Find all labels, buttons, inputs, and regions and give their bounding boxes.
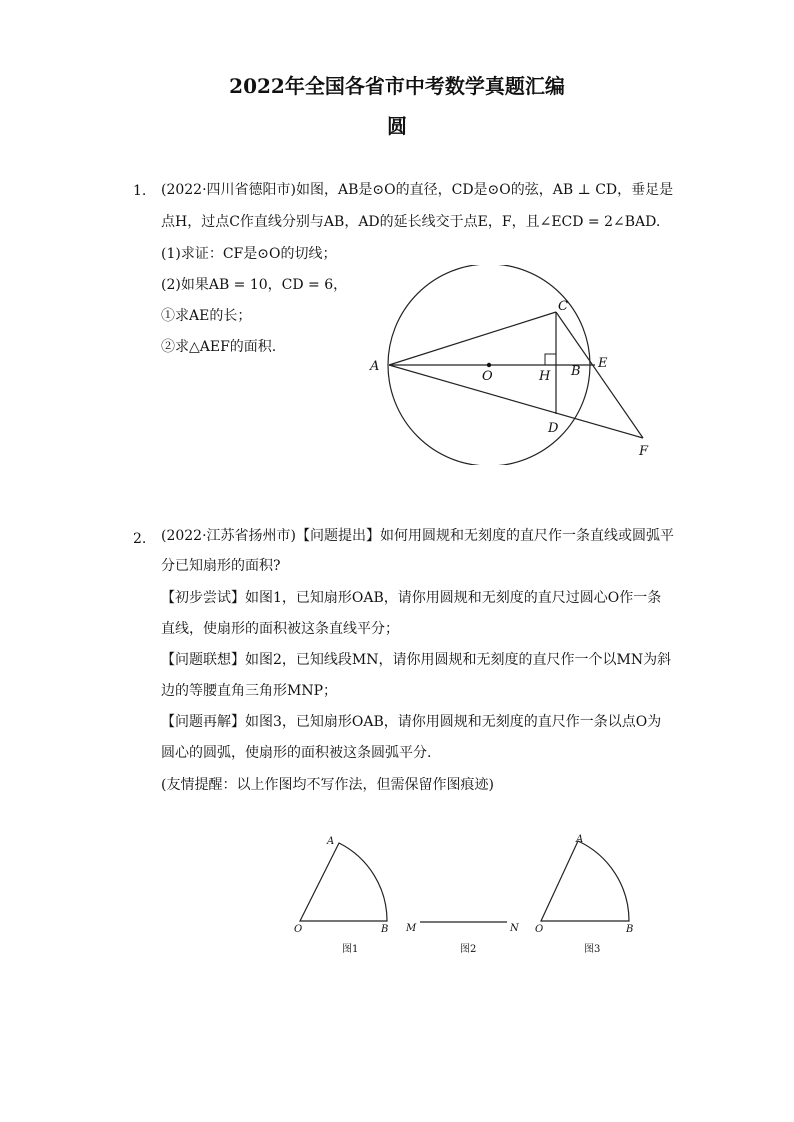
- q2-figure-2: [400, 910, 530, 960]
- page-subtitle: 圆: [387, 114, 407, 138]
- segment-af: [389, 365, 643, 438]
- center-dot: [487, 363, 491, 367]
- fig1-label-a: A: [327, 836, 335, 847]
- label-d: D: [548, 421, 559, 436]
- fig3-label-a: A: [576, 834, 584, 845]
- q2-line-9: (友情提醒：以上作图均不写作法，但需保留作图痕迹): [161, 777, 494, 793]
- segment-cf: [556, 312, 643, 438]
- label-c: C: [558, 299, 568, 314]
- q2-line-5: 【问题联想】如图2，已知线段MN，请你用圆规和无刻度的直尺作一个以MN为斜: [161, 652, 672, 668]
- sector-oab-fig1: [300, 843, 387, 921]
- label-e: E: [598, 356, 608, 371]
- fig3-caption: 图3: [584, 944, 601, 955]
- q1-figure: [360, 265, 670, 465]
- q1-line-2: 点H，过点C作直线分别与AB，AD的延长线交于点E，F，且∠ECD = 2∠BAD.: [161, 214, 661, 230]
- q2-line-6: 边的等腰直角三角形MNP；: [161, 683, 338, 699]
- label-h: H: [539, 369, 551, 384]
- segment-ac: [389, 312, 556, 365]
- q1-line-5: ①求AE的长；: [161, 308, 252, 324]
- q2-line-8: 圆心的圆弧，使扇形的面积被这条圆弧平分.: [161, 745, 432, 761]
- q2-line-2: 分已知扇形的面积?: [161, 558, 281, 574]
- q2-line-4: 直线，使扇形的面积被这条直线平分；: [161, 621, 399, 637]
- q1-number: 1.: [133, 183, 147, 199]
- fig2-caption: 图2: [460, 944, 477, 955]
- sector-oab-fig3: [541, 841, 629, 921]
- q2-line-7: 【问题再解】如图3，已知扇形OAB，请你用圆规和无刻度的直尺作一条以点O为: [161, 714, 662, 730]
- q1-line-1: (2022·四川省德阳市)如图，AB是⊙O的直径，CD是⊙O的弦，AB ⊥ CD，垂足是: [161, 182, 674, 198]
- fig1-label-b: B: [381, 924, 389, 935]
- q2-figure-3: [528, 830, 648, 960]
- q2-number: 2.: [133, 531, 147, 547]
- label-f: F: [639, 444, 649, 459]
- fig1-label-o: O: [294, 924, 303, 935]
- label-o: O: [482, 369, 493, 384]
- fig3-label-o: O: [535, 924, 544, 935]
- q1-line-3: (1)求证：CF是⊙O的切线；: [161, 246, 337, 262]
- label-a: A: [370, 359, 380, 374]
- q1-line-6: ②求△AEF的面积.: [161, 339, 277, 355]
- right-angle-mark: [545, 354, 556, 365]
- fig2-label-m: M: [406, 923, 417, 934]
- fig3-label-b: B: [626, 924, 634, 935]
- page-title: 2022年全国各省市中考数学真题汇编: [229, 74, 565, 98]
- fig2-label-n: N: [510, 923, 519, 934]
- q2-line-1: (2022·江苏省扬州市)【问题提出】如何用圆规和无刻度的直尺作一条直线或圆弧平: [161, 528, 675, 544]
- label-b: B: [571, 364, 581, 379]
- fig1-caption: 图1: [342, 944, 359, 955]
- q2-figure-1: [285, 830, 405, 960]
- q1-line-4: (2)如果AB = 10，CD = 6，: [161, 277, 348, 293]
- q2-line-3: 【初步尝试】如图1，已知扇形OAB，请你用圆规和无刻度的直尺过圆心O作一条: [161, 590, 662, 606]
